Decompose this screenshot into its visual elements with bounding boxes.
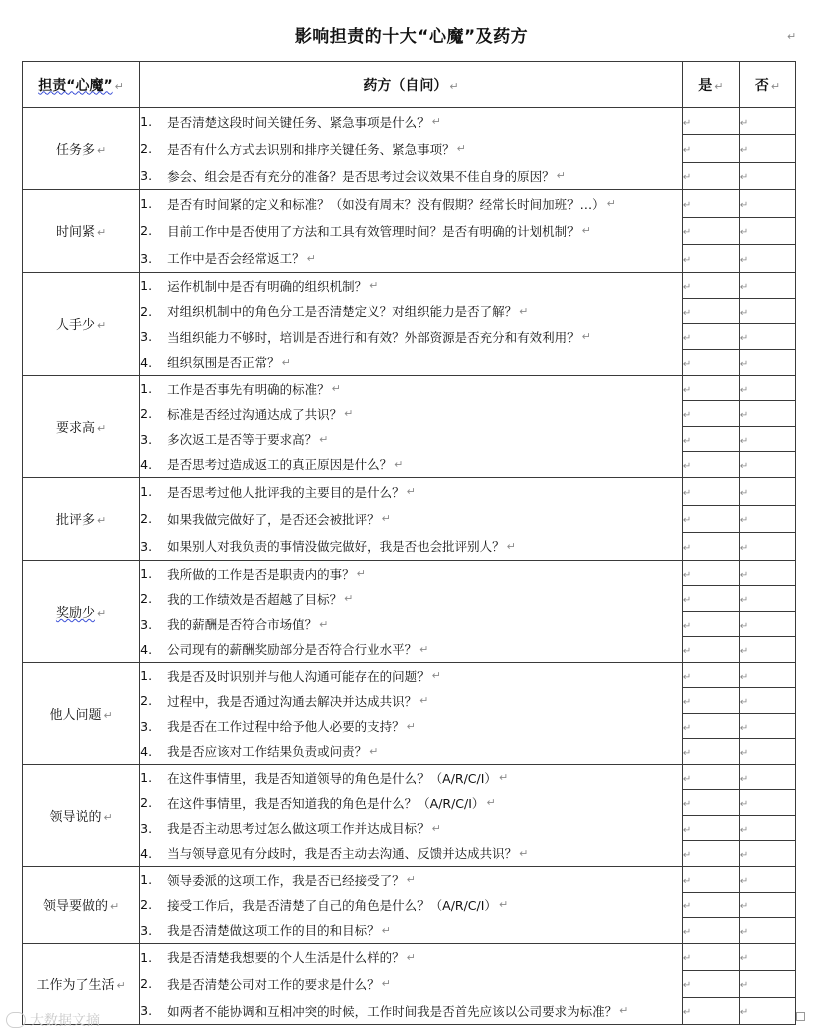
- no-check-cell[interactable]: ↵: [739, 662, 795, 688]
- list-item: 3. 如果别人对我负责的事情没做完做好，我是否也会批评别人？ ↵: [140, 538, 516, 555]
- question-number: 2.: [140, 693, 153, 709]
- category-label: 人手少: [55, 318, 95, 334]
- question-text: 组织氛围是否正常？: [167, 355, 280, 371]
- no-check-cell[interactable]: ↵: [739, 866, 795, 892]
- header-prescription: 药方（自问） ↵: [140, 62, 683, 108]
- category-cell: 批评多 ↵: [23, 477, 140, 560]
- question-number: 1.: [140, 872, 153, 888]
- no-check-cell[interactable]: ↵: [739, 533, 795, 561]
- no-check-cell[interactable]: ↵: [739, 324, 795, 350]
- question-number: 3.: [140, 616, 153, 632]
- category-label: 奖励少: [55, 605, 95, 621]
- no-check-cell[interactable]: ↵: [739, 426, 795, 452]
- question-number: 2.: [140, 141, 153, 156]
- yes-check-cell[interactable]: ↵: [682, 350, 739, 376]
- list-item: 4. 我是否应该对工作结果负责或问责？ ↵: [140, 743, 379, 760]
- question-text: 在这件事情里，我是否知道我的角色是什么？（A/R/C/I）: [167, 795, 485, 811]
- question-number: 1.: [140, 196, 153, 212]
- no-check-cell[interactable]: ↵: [739, 477, 795, 505]
- question-number: 4.: [140, 456, 153, 472]
- question-text: 如果我做完做好了，是否还会被批评？: [167, 511, 380, 527]
- list-item: 2. 我的工作绩效是否超越了目标？ ↵: [140, 591, 354, 607]
- no-check-cell[interactable]: ↵: [739, 739, 795, 765]
- yes-check-cell[interactable]: ↵: [682, 190, 739, 218]
- question-number: 4.: [140, 845, 153, 861]
- category-cell: 领导说的 ↵: [23, 764, 140, 866]
- header-no-label: 否: [754, 77, 769, 94]
- no-check-cell[interactable]: ↵: [739, 190, 795, 218]
- question-number: 1.: [140, 484, 153, 500]
- list-item: 3. 我是否主动思考过怎么做这项工作并达成目标？ ↵: [140, 820, 441, 837]
- category-label: 他人问题: [49, 707, 102, 723]
- question-text: 是否有时间紧的定义和标准？（如没有周末？没有假期？经常长时间加班？…）: [167, 196, 605, 212]
- no-check-cell[interactable]: ↵: [739, 637, 795, 663]
- yes-check-cell[interactable]: ↵: [682, 637, 739, 663]
- question-number: 2.: [140, 795, 153, 811]
- yes-check-cell[interactable]: ↵: [682, 764, 739, 790]
- list-item: 1. 是否有时间紧的定义和标准？（如没有周末？没有假期？经常长时间加班？…） ↵: [140, 196, 616, 212]
- prescription-cell: [140, 272, 683, 375]
- question-list: [140, 561, 682, 662]
- list-item: 2. 对组织机制中的角色分工是否清楚定义？对组织能力是否了解？ ↵: [140, 303, 529, 320]
- question-text: 我是否应该对工作结果负责或问责？: [167, 744, 368, 760]
- yes-check-cell[interactable]: ↵: [682, 162, 739, 189]
- yes-check-cell[interactable]: ↵: [682, 560, 739, 586]
- question-text: 领导委派的这项工作，我是否已经接受了？: [167, 872, 405, 888]
- list-item: 1. 是否清楚这段时间关键任务、紧急事项是什么？ ↵: [140, 114, 441, 130]
- question-number: 3.: [140, 250, 153, 266]
- question-list: [140, 867, 682, 943]
- yes-check-cell[interactable]: ↵: [682, 324, 739, 350]
- table-row: [23, 477, 796, 505]
- prescription-table: [22, 61, 796, 1025]
- category-cell: 要求高 ↵: [23, 375, 140, 477]
- yes-check-cell[interactable]: ↵: [682, 217, 739, 245]
- question-number: 3.: [140, 329, 153, 345]
- no-check-cell[interactable]: ↵: [739, 272, 795, 298]
- question-text: 公司现有的薪酬奖励部分是否符合行业水平？: [167, 642, 418, 658]
- no-check-cell[interactable]: ↵: [739, 688, 795, 714]
- no-check-cell[interactable]: ↵: [739, 452, 795, 478]
- list-item: 2. 过程中，我是否通过沟通去解决并达成共识？ ↵: [140, 693, 429, 709]
- question-text: 我的薪酬是否符合市场值？: [167, 617, 318, 633]
- paragraph-mark: ↵: [787, 30, 797, 43]
- question-text: 是否思考过造成返工的真正原因是什么？: [167, 457, 393, 473]
- no-check-cell[interactable]: ↵: [739, 217, 795, 245]
- yes-check-cell[interactable]: ↵: [682, 892, 739, 918]
- list-item: 3. 如两者不能协调和互相冲突的时候，工作时间我是否首先应该以公司要求为标准？ ↵: [140, 1003, 629, 1019]
- list-item: 2. 在这件事情里，我是否知道我的角色是什么？（A/R/C/I） ↵: [140, 795, 496, 811]
- yes-check-cell[interactable]: ↵: [682, 688, 739, 714]
- prescription-cell: [140, 190, 683, 273]
- question-number: 1.: [140, 381, 153, 397]
- category-cell: 人手少 ↵: [23, 272, 140, 375]
- question-number: 4.: [140, 743, 153, 759]
- header-no: 否 ↵: [739, 62, 795, 108]
- table-row: [23, 764, 796, 790]
- question-text: 我是否清楚做这项工作的目的和目标？: [167, 923, 380, 939]
- end-of-cell-marker: [796, 1012, 805, 1021]
- category-label: 领导说的: [49, 809, 102, 825]
- question-list: [140, 376, 682, 477]
- table-row: [23, 866, 796, 892]
- question-text: 参会、组会是否有充分的准备？是否思考过会议效果不佳自身的原因？: [167, 168, 555, 184]
- yes-check-cell[interactable]: ↵: [682, 918, 739, 944]
- yes-check-cell[interactable]: ↵: [682, 586, 739, 612]
- table-row: [23, 662, 796, 688]
- yes-check-cell[interactable]: ↵: [682, 739, 739, 765]
- yes-check-cell[interactable]: ↵: [682, 841, 739, 867]
- category-label: 领导要做的: [42, 899, 108, 915]
- question-text: 我是否主动思考过怎么做这项工作并达成目标？: [167, 821, 430, 837]
- list-item: 2. 是否有什么方式去识别和排序关键任务、紧急事项？ ↵: [140, 141, 466, 157]
- question-list: [140, 944, 682, 1024]
- category-cell: 他人问题 ↵: [23, 662, 140, 764]
- category-cell: 任务多 ↵: [23, 108, 140, 190]
- no-check-cell[interactable]: ↵: [739, 815, 795, 841]
- table-row: [23, 375, 796, 401]
- header-category: 担责“心魔” ↵: [23, 62, 140, 108]
- category-cell: 工作为了生活 ↵: [23, 943, 140, 1024]
- list-item: 4. 组织氛围是否正常？ ↵: [140, 354, 291, 371]
- prescription-cell: [140, 764, 683, 866]
- prescription-cell: [140, 662, 683, 764]
- question-number: 3.: [140, 1003, 153, 1019]
- question-number: 2.: [140, 976, 153, 992]
- yes-check-cell[interactable]: ↵: [682, 713, 739, 739]
- question-text: 过程中，我是否通过沟通去解决并达成共识？: [167, 693, 418, 709]
- question-number: 3.: [140, 718, 153, 734]
- question-number: 3.: [140, 538, 153, 554]
- no-check-cell[interactable]: ↵: [739, 505, 795, 533]
- yes-check-cell[interactable]: ↵: [682, 662, 739, 688]
- list-item: 3. 我是否清楚做这项工作的目的和目标？ ↵: [140, 922, 391, 939]
- question-list: [140, 478, 682, 560]
- page-title-text: 影响担责的十大“心魔”及药方: [294, 27, 529, 47]
- yes-check-cell[interactable]: ↵: [682, 943, 739, 970]
- no-check-cell[interactable]: ↵: [739, 997, 795, 1024]
- yes-check-cell[interactable]: ↵: [682, 970, 739, 997]
- question-text: 如果别人对我负责的事情没做完做好，我是否也会批评别人？: [167, 539, 505, 555]
- question-number: 1.: [140, 770, 153, 786]
- list-item: 2. 标准是否经过沟通达成了共识？ ↵: [140, 406, 354, 422]
- header-prescription-label: 药方（自问）: [363, 77, 448, 94]
- yes-check-cell[interactable]: ↵: [682, 298, 739, 324]
- no-check-cell[interactable]: ↵: [739, 892, 795, 918]
- no-check-cell[interactable]: ↵: [739, 135, 795, 162]
- table-body: [23, 108, 796, 1025]
- category-cell: 奖励少 ↵: [23, 560, 140, 662]
- question-text: 我是否清楚我想要的个人生活是什么样的？: [167, 950, 405, 966]
- question-list: [140, 108, 682, 189]
- list-item: 3. 我的薪酬是否符合市场值？ ↵: [140, 616, 329, 633]
- question-number: 1.: [140, 114, 153, 129]
- question-number: 2.: [140, 223, 153, 239]
- watermark: [6, 1010, 100, 1030]
- yes-check-cell[interactable]: ↵: [682, 533, 739, 561]
- question-text: 如两者不能协调和互相冲突的时候，工作时间我是否首先应该以公司要求为标准？: [167, 1003, 618, 1019]
- no-check-cell[interactable]: ↵: [739, 918, 795, 944]
- header-yes-label: 是: [698, 77, 713, 94]
- table-row: [23, 943, 796, 970]
- question-number: 2.: [140, 591, 153, 607]
- category-label: 任务多: [55, 143, 95, 158]
- question-number: 3.: [140, 168, 153, 183]
- question-number: 4.: [140, 354, 153, 370]
- question-text: 工作中是否会经常返工？: [167, 251, 305, 267]
- category-cell: 领导要做的 ↵: [23, 866, 140, 943]
- no-check-cell[interactable]: ↵: [739, 586, 795, 612]
- watermark-text: 大数据文摘: [30, 1013, 100, 1029]
- no-check-cell[interactable]: ↵: [739, 108, 795, 135]
- no-check-cell[interactable]: ↵: [739, 970, 795, 997]
- list-item: 1. 运作机制中是否有明确的组织机制？ ↵: [140, 278, 379, 294]
- question-text: 当组织能力不够时，培训是否进行和有效？外部资源是否充分和有效利用？: [167, 329, 580, 345]
- question-text: 接受工作后，我是否清楚了自己的角色是什么？（A/R/C/I）: [167, 897, 497, 913]
- no-check-cell[interactable]: ↵: [739, 841, 795, 867]
- no-check-cell[interactable]: ↵: [739, 375, 795, 401]
- yes-check-cell[interactable]: ↵: [682, 477, 739, 505]
- table-row: [23, 190, 796, 218]
- list-item: 3. 当组织能力不够时，培训是否进行和有效？外部资源是否充分和有效利用？ ↵: [140, 329, 591, 345]
- no-check-cell[interactable]: ↵: [739, 298, 795, 324]
- no-check-cell[interactable]: ↵: [739, 764, 795, 790]
- category-label: 批评多: [55, 513, 95, 529]
- no-check-cell[interactable]: ↵: [739, 790, 795, 816]
- list-item: 1. 在这件事情里，我是否知道领导的角色是什么？（A/R/C/I） ↵: [140, 770, 509, 786]
- list-item: 1. 我是否及时识别并与他人沟通可能存在的问题？ ↵: [140, 668, 441, 684]
- no-check-cell[interactable]: ↵: [739, 401, 795, 427]
- question-text: 我的工作绩效是否超越了目标？: [167, 591, 343, 607]
- category-label: 时间紧: [55, 225, 95, 241]
- category-cell: 时间紧 ↵: [23, 190, 140, 273]
- yes-check-cell[interactable]: ↵: [682, 245, 739, 273]
- list-item: 1. 我所做的工作是否是职责内的事？ ↵: [140, 566, 366, 582]
- question-number: 3.: [140, 431, 153, 447]
- yes-check-cell[interactable]: ↵: [682, 452, 739, 478]
- category-label: 要求高: [55, 420, 95, 436]
- yes-check-cell[interactable]: ↵: [682, 272, 739, 298]
- list-item: 1. 是否思考过他人批评我的主要目的是什么？ ↵: [140, 484, 416, 500]
- yes-check-cell[interactable]: ↵: [682, 108, 739, 135]
- list-item: 3. 工作中是否会经常返工？ ↵: [140, 250, 316, 267]
- question-list: [140, 663, 682, 764]
- list-item: 2. 目前工作中是否使用了方法和工具有效管理时间？是否有明确的计划机制？ ↵: [140, 223, 591, 239]
- question-text: 多次返工是否等于要求高？: [167, 432, 318, 448]
- list-item: 1. 工作是否事先有明确的标准？ ↵: [140, 381, 341, 397]
- list-item: 4. 是否思考过造成返工的真正原因是什么？ ↵: [140, 456, 404, 473]
- no-check-cell[interactable]: ↵: [739, 611, 795, 637]
- header-category-label: 担责“心魔”: [38, 77, 113, 94]
- yes-check-cell[interactable]: ↵: [682, 135, 739, 162]
- prescription-cell: [140, 560, 683, 662]
- no-check-cell[interactable]: ↵: [739, 560, 795, 586]
- watermark-logo-icon: [6, 1012, 26, 1028]
- category-label: 工作为了生活: [36, 978, 115, 994]
- yes-check-cell[interactable]: ↵: [682, 815, 739, 841]
- question-text: 我是否及时识别并与他人沟通可能存在的问题？: [167, 668, 430, 684]
- question-text: 是否清楚这段时间关键任务、紧急事项是什么？: [167, 114, 430, 130]
- list-item: 2. 如果我做完做好了，是否还会被批评？ ↵: [140, 511, 391, 527]
- page-title: [0, 22, 823, 47]
- question-text: 我是否在工作过程中给予他人必要的支持？: [167, 719, 405, 735]
- question-list: [140, 273, 682, 375]
- question-list: [140, 190, 682, 272]
- question-text: 标准是否经过沟通达成了共识？: [167, 406, 343, 422]
- prescription-cell: [140, 943, 683, 1024]
- question-number: 1.: [140, 949, 153, 965]
- list-item: 1. 我是否清楚我想要的个人生活是什么样的？ ↵: [140, 949, 416, 966]
- question-number: 3.: [140, 922, 153, 938]
- yes-check-cell[interactable]: ↵: [682, 611, 739, 637]
- question-text: 目前工作中是否使用了方法和工具有效管理时间？是否有明确的计划机制？: [167, 223, 580, 239]
- question-number: 2.: [140, 511, 153, 527]
- question-text: 在这件事情里，我是否知道领导的角色是什么？（A/R/C/I）: [167, 770, 497, 786]
- yes-check-cell[interactable]: ↵: [682, 790, 739, 816]
- prescription-cell: [140, 477, 683, 560]
- question-text: 我是否清楚公司对工作的要求是什么？: [167, 976, 380, 992]
- no-check-cell[interactable]: ↵: [739, 162, 795, 189]
- list-item: 2. 我是否清楚公司对工作的要求是什么？ ↵: [140, 976, 391, 992]
- question-text: 我所做的工作是否是职责内的事？: [167, 566, 355, 582]
- yes-check-cell[interactable]: ↵: [682, 866, 739, 892]
- question-text: 运作机制中是否有明确的组织机制？: [167, 278, 368, 294]
- question-number: 4.: [140, 641, 153, 657]
- prescription-cell: [140, 108, 683, 190]
- prescription-cell: [140, 375, 683, 477]
- list-item: 3. 参会、组会是否有充分的准备？是否思考过会议效果不佳自身的原因？ ↵: [140, 168, 566, 184]
- yes-check-cell[interactable]: ↵: [682, 505, 739, 533]
- table-row: [23, 560, 796, 586]
- table-row: [23, 108, 796, 135]
- question-number: 2.: [140, 406, 153, 422]
- question-text: 是否思考过他人批评我的主要目的是什么？: [167, 484, 405, 500]
- yes-check-cell[interactable]: ↵: [682, 426, 739, 452]
- question-text: 是否有什么方式去识别和排序关键任务、紧急事项？: [167, 141, 455, 157]
- list-item: 3. 多次返工是否等于要求高？ ↵: [140, 431, 329, 448]
- question-text: 工作是否事先有明确的标准？: [167, 381, 330, 397]
- question-number: 1.: [140, 566, 153, 582]
- list-item: 2. 接受工作后，我是否清楚了自己的角色是什么？（A/R/C/I） ↵: [140, 897, 509, 913]
- no-check-cell[interactable]: ↵: [739, 713, 795, 739]
- no-check-cell[interactable]: ↵: [739, 245, 795, 273]
- yes-check-cell[interactable]: ↵: [682, 375, 739, 401]
- table-header-row: [23, 62, 796, 108]
- question-text: 对组织机制中的角色分工是否清楚定义？对组织能力是否了解？: [167, 304, 518, 320]
- prescription-cell: [140, 866, 683, 943]
- question-text: 当与领导意见有分歧时，我是否主动去沟通、反馈并达成共识？: [167, 846, 518, 862]
- yes-check-cell[interactable]: ↵: [682, 997, 739, 1024]
- question-number: 2.: [140, 897, 153, 913]
- question-list: [140, 765, 682, 866]
- list-item: 1. 领导委派的这项工作，我是否已经接受了？ ↵: [140, 872, 416, 888]
- yes-check-cell[interactable]: ↵: [682, 401, 739, 427]
- header-yes: 是 ↵: [682, 62, 739, 108]
- list-item: 4. 当与领导意见有分歧时，我是否主动去沟通、反馈并达成共识？ ↵: [140, 845, 529, 862]
- question-number: 1.: [140, 278, 153, 294]
- list-item: 4. 公司现有的薪酬奖励部分是否符合行业水平？ ↵: [140, 641, 429, 658]
- list-item: 3. 我是否在工作过程中给予他人必要的支持？ ↵: [140, 718, 416, 735]
- question-number: 2.: [140, 303, 153, 319]
- no-check-cell[interactable]: ↵: [739, 350, 795, 376]
- no-check-cell[interactable]: ↵: [739, 943, 795, 970]
- table-row: [23, 272, 796, 298]
- question-number: 1.: [140, 668, 153, 684]
- question-number: 3.: [140, 820, 153, 836]
